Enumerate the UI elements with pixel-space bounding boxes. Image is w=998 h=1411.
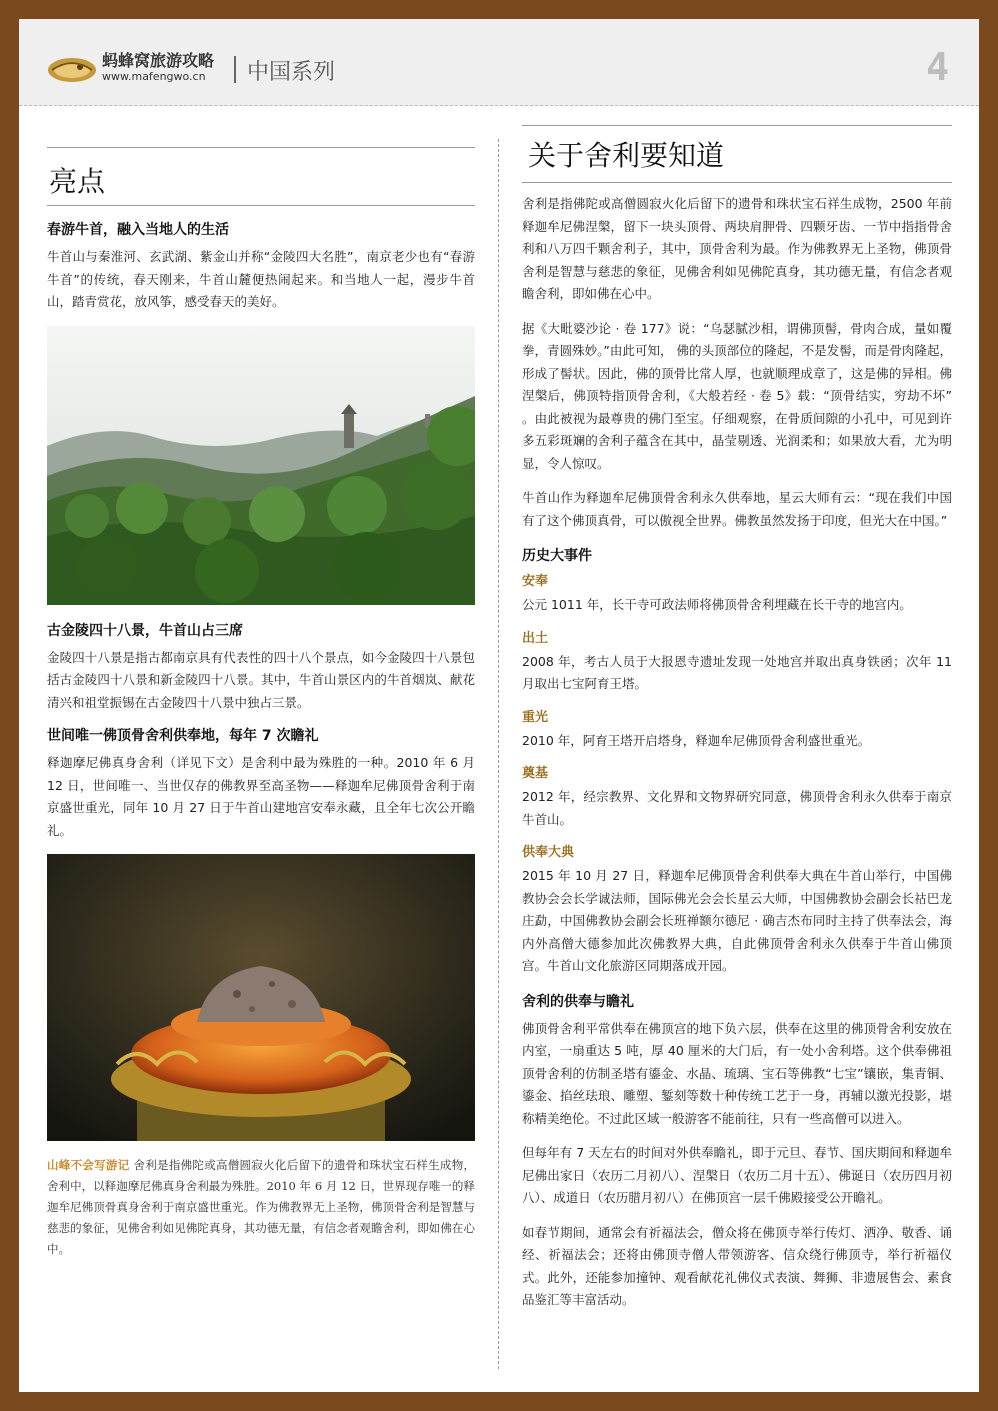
history-title: 历史大事件 xyxy=(522,548,592,564)
event-4-text: 2012 年，经宗教界、文化界和文物界研究同意，佛顶骨舍利永久供奉于南京牛首山。 xyxy=(522,789,952,827)
worship-paragraph-3: 如春节期间，通常会有祈福法会，僧众将在佛顶寺举行传灯、洒净、敬香、诵经、祈福法会；还将由佛顶寺僧人带领游客、信众绕行佛顶寺，举行祈福仪式。此外，还能参加撞钟、观看献花礼佛仪式表演、舞狮、非遗展售会、素食品鉴汇等丰富活动。 xyxy=(522,1224,952,1307)
highlight-1-text: 牛首山与秦淮河、玄武湖、紫金山并称“金陵四大名胜”，南京老少也有“春游牛首”的传统，春天刚来，牛首山麓便热闹起来。和当地人一起，漫步牛首山，踏青赏花，放风筝，感受春天的美好。 xyxy=(47,249,475,309)
worship-paragraph-1: 佛顶骨舍利平常供奉在佛顶宫的地下负六层，供奉在这里的佛顶骨舍利安放在内室，一扇重达 5 吨，厚 40 厘米的大门后，有一处小舍利塔。这个供奉佛祖顶骨舍利的仿制圣塔有鎏金、水晶、琉璃、宝石等佛教“七宝”镶嵌，集青铜、鎏金、掐丝珐琅、雕塑、錾刻等数十种传统工艺于一身，再辅以激光投影，堪称精美绝伦。不过此区域一般游客不能前往，只有一些高僧可以进入。 xyxy=(522,1020,952,1126)
photo-caption xyxy=(47,1155,475,1260)
relic-reliquary-photo xyxy=(47,854,475,1141)
event-3-label: 重光 xyxy=(522,709,549,725)
relics-paragraph-2: 据《大毗婆沙论 · 卷 177》说：“乌瑟腻沙相，谓佛顶髻，骨肉合成，量如覆拳，青圆殊妙。”由此可知， 佛的头顶部位的隆起，不是发髻，而是骨肉隆起，形成了髻状。因此，佛的顶骨比常人厚，也就顺理成章了，这是佛的异相。佛涅槃后，佛顶特指顶骨舍利，《大般若经 · 卷 5》载：“顶骨结实，穷劫不坏” 。由此被视为最尊贵的佛门至宝。仔细观察，在骨质间隙的小孔中，可见到许多五彩斑斓的舍利子蕴含在其中，晶莹剔透、光润柔和；如果放大看，尤为明显，令人惊叹。 xyxy=(522,320,952,471)
left-column xyxy=(47,147,475,1260)
event-4-label: 奠基 xyxy=(522,766,549,781)
column-divider xyxy=(498,139,499,1369)
worship-paragraph-2: 但每年有 7 天左右的时间对外供奉瞻礼，即于元旦、春节、国庆期间和释迦牟尼佛出家日（农历二月初八）、涅槃日（农历二月十五）、佛诞日（农历四月初八）、成道日（农历腊月初八）在佛顶宫一层千佛殿接受公开瞻礼。 xyxy=(522,1145,952,1205)
caption-text: 舍利是指佛陀或高僧圆寂火化后留下的遗骨和珠状宝石样生成物，舍利中，以释迦摩尼佛真身舍利最为殊胜。2010 年 6 月 12 日，世界现存唯一的释迦牟尼佛顶骨真身舍利于南京盛世重光。作为佛教界无上圣物，佛顶骨舍利是智慧与慈悲的象征，见佛舍利如见佛陀真身，其功德无量，有信念者观瞻舍利，即如佛在心中。 xyxy=(47,1158,476,1256)
page-number: 4 xyxy=(926,45,949,89)
brand-name: 蚂蜂窝旅游攻略 xyxy=(102,51,215,70)
brand[interactable] xyxy=(102,52,214,83)
series-title: 中国系列 xyxy=(247,60,336,85)
section-title-relics: 关于舍利要知道 xyxy=(522,125,952,183)
highlight-3-title: 世间唯一佛顶骨舍利供奉地，每年 7 次瞻礼 xyxy=(47,728,319,744)
highlight-3-text: 释迦摩尼佛真身舍利（详见下文）是舍利中最为殊胜的一种。2010 年 6 月 12 日，世间唯一、当世仅存的佛教界至高圣物——释迦牟尼佛顶骨舍利于南京盛世重光，同年 10 月 27 日于牛首山建地宫安奉永藏，且全年七次公开瞻礼。 xyxy=(47,755,475,838)
highlight-2-title: 古金陵四十八景，牛首山占三席 xyxy=(47,622,243,639)
brand-separator xyxy=(234,56,236,83)
event-5-text: 2015 年 10 月 27 日，释迦牟尼佛顶骨舍利供奉大典在牛首山举行，中国佛教协会会长学诚法师，国际佛光会会长星云大师，中国佛教协会副会长祜巴龙庄勐，中国佛教协会副会长班禅额尔德尼 · 确吉杰布同时主持了供奉法会，海内外高僧大德参加此次佛教界大典，自此佛顶骨舍利永久供奉于牛首山佛顶宫。牛首山文化旅游区同期落成开园。 xyxy=(522,868,952,973)
event-1-text: 公元 1011 年，长干寺可政法师将佛顶骨舍利埋藏在长干寺的地宫内。 xyxy=(522,597,912,612)
mafengwo-logo-icon xyxy=(46,54,98,84)
highlight-2-text: 金陵四十八景是指古都南京具有代表性的四十八个景点，如今金陵四十八景包括古金陵四十八景和新金陵四十八景。其中，牛首山景区内的牛首烟岚、献花清兴和祖堂振锡在古金陵四十八景中独占三景。 xyxy=(47,649,475,710)
section-title-highlights: 亮点 xyxy=(47,147,475,206)
relics-paragraph-3: 牛首山作为释迦牟尼佛顶骨舍利永久供奉地，星云大师有云：“现在我们中国有了这个佛顶真骨，可以傲视全世界。佛教虽然发扬于印度，但光大在中国。” xyxy=(522,490,952,528)
mountain-pagoda-photo xyxy=(47,326,475,605)
relics-paragraph-1: 舍利是指佛陀或高僧圆寂火化后留下的遗骨和珠状宝石祥生成物，2500 年前释迦牟尼佛涅槃，留下一块头顶骨、两块肩胛骨、四颗牙齿、一节中指指骨舍利和八万四千颗舍利子，其中，顶骨舍利为最。作为佛教界无上圣物，佛顶骨舍利是智慧与慈悲的象征，见佛舍利如见佛陀真身，其功德无量，有信念者观瞻舍利，即如佛在心中。 xyxy=(522,196,952,301)
worship-title: 舍利的供奉与瞻礼 xyxy=(522,993,634,1010)
event-2-text: 2008 年，考古人员于大报恩寺遗址发现一处地宫并取出真身铁函；次年 11 月取出七宝阿育王塔。 xyxy=(522,653,952,691)
event-1-label: 安奉 xyxy=(522,574,549,589)
event-2-label: 出土 xyxy=(522,630,549,646)
page xyxy=(19,19,979,1392)
header-bar xyxy=(19,19,979,106)
brand-url: www.mafengwo.cn xyxy=(102,70,206,83)
caption-author-link[interactable]: 山峰不会写游记 xyxy=(47,1158,130,1172)
event-3-text: 2010 年，阿育王塔开启塔身，释迦牟尼佛顶骨舍利盛世重光。 xyxy=(522,732,871,748)
right-column xyxy=(522,125,952,1324)
highlight-1-title: 春游牛首，融入当地人的生活 xyxy=(47,222,229,238)
event-5-label: 供奉大典 xyxy=(522,845,575,860)
